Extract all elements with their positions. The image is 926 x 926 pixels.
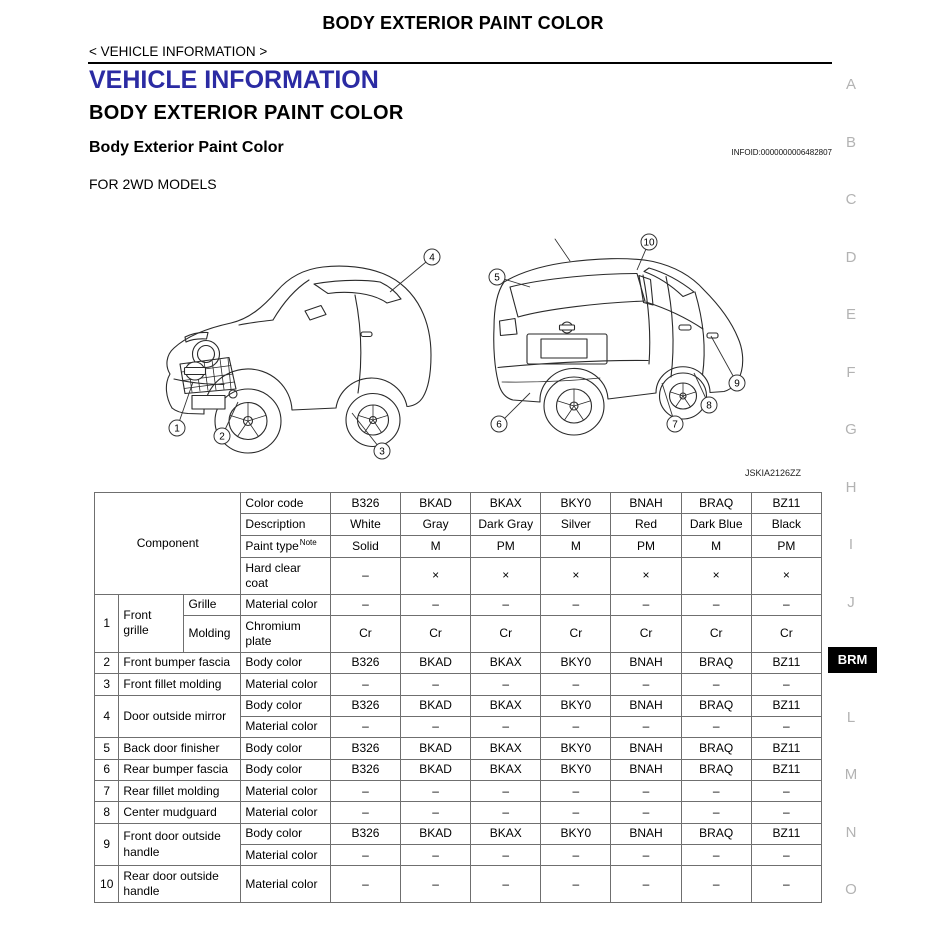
header-value-color-code-2: BKAX (471, 493, 541, 514)
attribute-name: Material color (241, 845, 330, 866)
section-title: VEHICLE INFORMATION (89, 66, 379, 94)
header-value-hard-clear-coat-4: × (611, 558, 681, 595)
value-cell-5: – (681, 845, 751, 866)
callout-number-10: 10 (643, 237, 655, 249)
header-label-paint-type: Paint type$^{Note}$ (241, 535, 330, 557)
margin-index-e: E (845, 306, 856, 323)
value-cell-0: B326 (330, 823, 400, 844)
value-cell-0: – (330, 716, 400, 737)
value-cell-2: – (471, 866, 541, 903)
header-value-color-code-6: BZ11 (751, 493, 821, 514)
value-cell-3: – (541, 594, 611, 615)
margin-index-g: G (845, 421, 857, 438)
value-cell-0: – (330, 866, 400, 903)
value-cell-6: Cr (751, 616, 821, 653)
header-value-paint-type-1: M (401, 535, 471, 557)
value-cell-2: – (471, 781, 541, 802)
margin-index-a: A (845, 76, 856, 93)
value-cell-6: BZ11 (751, 738, 821, 759)
attribute-name: Chromium plate (241, 616, 330, 653)
subsection-title: BODY EXTERIOR PAINT COLOR (89, 102, 404, 124)
header-value-description-3: Silver (541, 514, 611, 535)
value-cell-4: Cr (611, 616, 681, 653)
paint-color-table (94, 492, 822, 903)
row-number: 1 (95, 594, 119, 652)
row-number: 10 (95, 866, 119, 903)
value-cell-6: – (751, 674, 821, 695)
row-number: 8 (95, 802, 119, 823)
value-cell-5: BRAQ (681, 695, 751, 716)
attribute-name: Body color (241, 695, 330, 716)
value-cell-1: BKAD (401, 759, 471, 780)
value-cell-4: – (611, 866, 681, 903)
callout-number-8: 8 (706, 400, 712, 412)
callout-number-3: 3 (379, 446, 385, 458)
value-cell-0: B326 (330, 759, 400, 780)
value-cell-3: – (541, 781, 611, 802)
value-cell-2: – (471, 674, 541, 695)
value-cell-4: BNAH (611, 738, 681, 759)
header-value-paint-type-6: PM (751, 535, 821, 557)
callouts (169, 234, 745, 459)
callout-number-5: 5 (494, 272, 500, 284)
component-name: Rear fillet molding (119, 781, 241, 802)
value-cell-5: Cr (681, 616, 751, 653)
value-cell-1: – (401, 866, 471, 903)
value-cell-4: BNAH (611, 652, 681, 673)
value-cell-4: – (611, 674, 681, 695)
callout-number-4: 4 (429, 252, 435, 264)
value-cell-2: – (471, 845, 541, 866)
row-number: 7 (95, 781, 119, 802)
header-value-description-1: Gray (401, 514, 471, 535)
value-cell-1: – (401, 674, 471, 695)
value-cell-3: BKY0 (541, 695, 611, 716)
margin-index-h: H (845, 478, 857, 496)
car-front-view (166, 266, 431, 453)
component-name: Back door finisher (119, 738, 241, 759)
component-name: Door outside mirror (119, 695, 241, 738)
component-name: Rear bumper fascia (119, 759, 241, 780)
value-cell-5: – (681, 674, 751, 695)
header-value-description-2: Dark Gray (471, 514, 541, 535)
car-diagram (90, 230, 835, 480)
table-row-rear-door-outside-handle-material-color (95, 866, 822, 903)
header-value-hard-clear-coat-1: × (401, 558, 471, 595)
component-name: Center mudguard (119, 802, 241, 823)
value-cell-2: – (471, 802, 541, 823)
header-value-description-5: Dark Blue (681, 514, 751, 535)
component-name: Front fillet molding (119, 674, 241, 695)
table-row-rear-bumper-fascia-body-color (95, 759, 822, 780)
breadcrumb-vehicle-information[interactable]: < VEHICLE INFORMATION > (89, 44, 268, 59)
value-cell-4: BNAH (611, 695, 681, 716)
component-name: Front bumper fascia (119, 652, 241, 673)
value-cell-6: BZ11 (751, 759, 821, 780)
table-row-door-outside-mirror-body-color (95, 695, 822, 716)
value-cell-5: – (681, 594, 751, 615)
value-cell-3: – (541, 716, 611, 737)
value-cell-0: Cr (330, 616, 400, 653)
attribute-name: Body color (241, 652, 330, 673)
value-cell-1: – (401, 716, 471, 737)
header-label-hard-clear-coat: Hard clear coat (241, 558, 330, 595)
header-value-paint-type-4: PM (611, 535, 681, 557)
subcomponent-name: Molding (184, 616, 241, 653)
subcomponent-name: Grille (184, 594, 241, 615)
attribute-name: Material color (241, 866, 330, 903)
table-row-back-door-finisher-body-color (95, 738, 822, 759)
row-number: 2 (95, 652, 119, 673)
header-value-hard-clear-coat-5: × (681, 558, 751, 595)
attribute-name: Body color (241, 738, 330, 759)
margin-index-b: B (845, 133, 856, 151)
value-cell-3: – (541, 674, 611, 695)
header-value-hard-clear-coat-3: × (541, 558, 611, 595)
attribute-name: Material color (241, 594, 330, 615)
value-cell-5: BRAQ (681, 738, 751, 759)
value-cell-0: B326 (330, 738, 400, 759)
figure-paint-color-locations (90, 230, 835, 480)
value-cell-5: – (681, 802, 751, 823)
paint-type-note-ref: Note (299, 538, 317, 548)
value-cell-0: – (330, 674, 400, 695)
header-value-hard-clear-coat-6: × (751, 558, 821, 595)
component-name: Rear door outside handle (119, 866, 241, 903)
callout-number-1: 1 (174, 423, 180, 435)
attribute-name: Material color (241, 781, 330, 802)
value-cell-1: BKAD (401, 695, 471, 716)
value-cell-1: – (401, 594, 471, 615)
row-number: 9 (95, 823, 119, 866)
margin-index-n: N (845, 823, 857, 841)
header-value-hard-clear-coat-0: – (330, 558, 400, 595)
value-cell-5: – (681, 866, 751, 903)
attribute-name: Material color (241, 716, 330, 737)
value-cell-0: – (330, 781, 400, 802)
header-value-paint-type-3: M (541, 535, 611, 557)
value-cell-0: – (330, 845, 400, 866)
header-label-color-code: Color code (241, 493, 330, 514)
value-cell-6: BZ11 (751, 823, 821, 844)
value-cell-5: BRAQ (681, 652, 751, 673)
table-row-front-door-outside-handle-body-color (95, 823, 822, 844)
margin-index-c: C (845, 191, 857, 208)
value-cell-4: BNAH (611, 759, 681, 780)
value-cell-0: – (330, 802, 400, 823)
value-cell-5: BRAQ (681, 823, 751, 844)
value-cell-3: – (541, 802, 611, 823)
value-cell-3: – (541, 866, 611, 903)
table-row-rear-fillet-molding-material-color (95, 781, 822, 802)
value-cell-3: – (541, 845, 611, 866)
value-cell-1: Cr (401, 616, 471, 653)
value-cell-4: BNAH (611, 823, 681, 844)
value-cell-3: Cr (541, 616, 611, 653)
header-value-hard-clear-coat-2: × (471, 558, 541, 595)
row-number: 4 (95, 695, 119, 738)
row-number: 5 (95, 738, 119, 759)
callout-number-7: 7 (672, 419, 678, 431)
value-cell-0: B326 (330, 652, 400, 673)
header-value-paint-type-2: PM (471, 535, 541, 557)
value-cell-4: – (611, 802, 681, 823)
header-value-color-code-3: BKY0 (541, 493, 611, 514)
table-row-front-bumper-fascia-body-color (95, 652, 822, 673)
value-cell-6: BZ11 (751, 695, 821, 716)
value-cell-3: BKY0 (541, 738, 611, 759)
figure-code: JSKIA2126ZZ (744, 468, 801, 478)
header-label-description: Description (241, 514, 330, 535)
margin-index-f: F (846, 363, 856, 381)
value-cell-2: BKAX (471, 695, 541, 716)
table-row-front-fillet-molding-material-color (95, 674, 822, 695)
margin-index-i: I (848, 536, 854, 553)
value-cell-3: BKY0 (541, 759, 611, 780)
component-name: Front grille (119, 594, 184, 652)
value-cell-0: – (330, 594, 400, 615)
value-cell-6: BZ11 (751, 652, 821, 673)
value-cell-6: – (751, 802, 821, 823)
value-cell-6: – (751, 866, 821, 903)
header-value-description-4: Red (611, 514, 681, 535)
value-cell-4: – (611, 594, 681, 615)
model-note: FOR 2WD MODELS (89, 176, 217, 192)
header-value-color-code-4: BNAH (611, 493, 681, 514)
value-cell-6: – (751, 716, 821, 737)
component-name: Front door outside handle (119, 823, 241, 866)
margin-index-m: M (844, 766, 858, 783)
attribute-name: Material color (241, 802, 330, 823)
value-cell-1: BKAD (401, 652, 471, 673)
value-cell-6: – (751, 845, 821, 866)
callout-number-6: 6 (496, 419, 502, 431)
value-cell-5: – (681, 716, 751, 737)
value-cell-5: – (681, 781, 751, 802)
callout-number-2: 2 (219, 431, 225, 443)
value-cell-1: BKAD (401, 738, 471, 759)
value-cell-2: – (471, 594, 541, 615)
value-cell-1: – (401, 802, 471, 823)
value-cell-4: – (611, 845, 681, 866)
table-row-front-grille-chromium-plate (95, 616, 822, 653)
component-header-cell: Component (95, 493, 241, 595)
header-value-paint-type-5: M (681, 535, 751, 557)
value-cell-6: – (751, 594, 821, 615)
margin-index-o: O (845, 881, 857, 898)
infoid-label: INFOID:0000000006482807 (731, 148, 832, 157)
value-cell-0: B326 (330, 695, 400, 716)
value-cell-3: BKY0 (541, 652, 611, 673)
header-value-color-code-1: BKAD (401, 493, 471, 514)
header-row-color-code (95, 493, 822, 514)
value-cell-5: BRAQ (681, 759, 751, 780)
value-cell-2: – (471, 716, 541, 737)
attribute-name: Body color (241, 759, 330, 780)
margin-index-brm: BRM (828, 647, 877, 673)
row-number: 6 (95, 759, 119, 780)
header-divider (88, 62, 832, 64)
margin-index-l: L (846, 708, 856, 726)
table-row-center-mudguard-material-color (95, 802, 822, 823)
margin-index-j: J (847, 593, 855, 611)
table-row-front-grille-material-color (95, 594, 822, 615)
value-cell-2: Cr (471, 616, 541, 653)
value-cell-2: BKAX (471, 823, 541, 844)
header-value-color-code-0: B326 (330, 493, 400, 514)
header-value-paint-type-0: Solid (330, 535, 400, 557)
page-header-title: BODY EXTERIOR PAINT COLOR (322, 13, 604, 33)
row-number: 3 (95, 674, 119, 695)
value-cell-6: – (751, 781, 821, 802)
callout-number-9: 9 (734, 378, 740, 390)
value-cell-2: BKAX (471, 738, 541, 759)
value-cell-1: – (401, 781, 471, 802)
header-value-description-6: Black (751, 514, 821, 535)
value-cell-2: BKAX (471, 759, 541, 780)
attribute-name: Body color (241, 823, 330, 844)
value-cell-2: BKAX (471, 652, 541, 673)
header-value-color-code-5: BRAQ (681, 493, 751, 514)
value-cell-4: – (611, 716, 681, 737)
margin-index-d: D (845, 248, 857, 266)
value-cell-1: BKAD (401, 823, 471, 844)
value-cell-4: – (611, 781, 681, 802)
header-value-description-0: White (330, 514, 400, 535)
value-cell-3: BKY0 (541, 823, 611, 844)
attribute-name: Material color (241, 674, 330, 695)
topic-title: Body Exterior Paint Color (89, 139, 284, 156)
value-cell-1: – (401, 845, 471, 866)
